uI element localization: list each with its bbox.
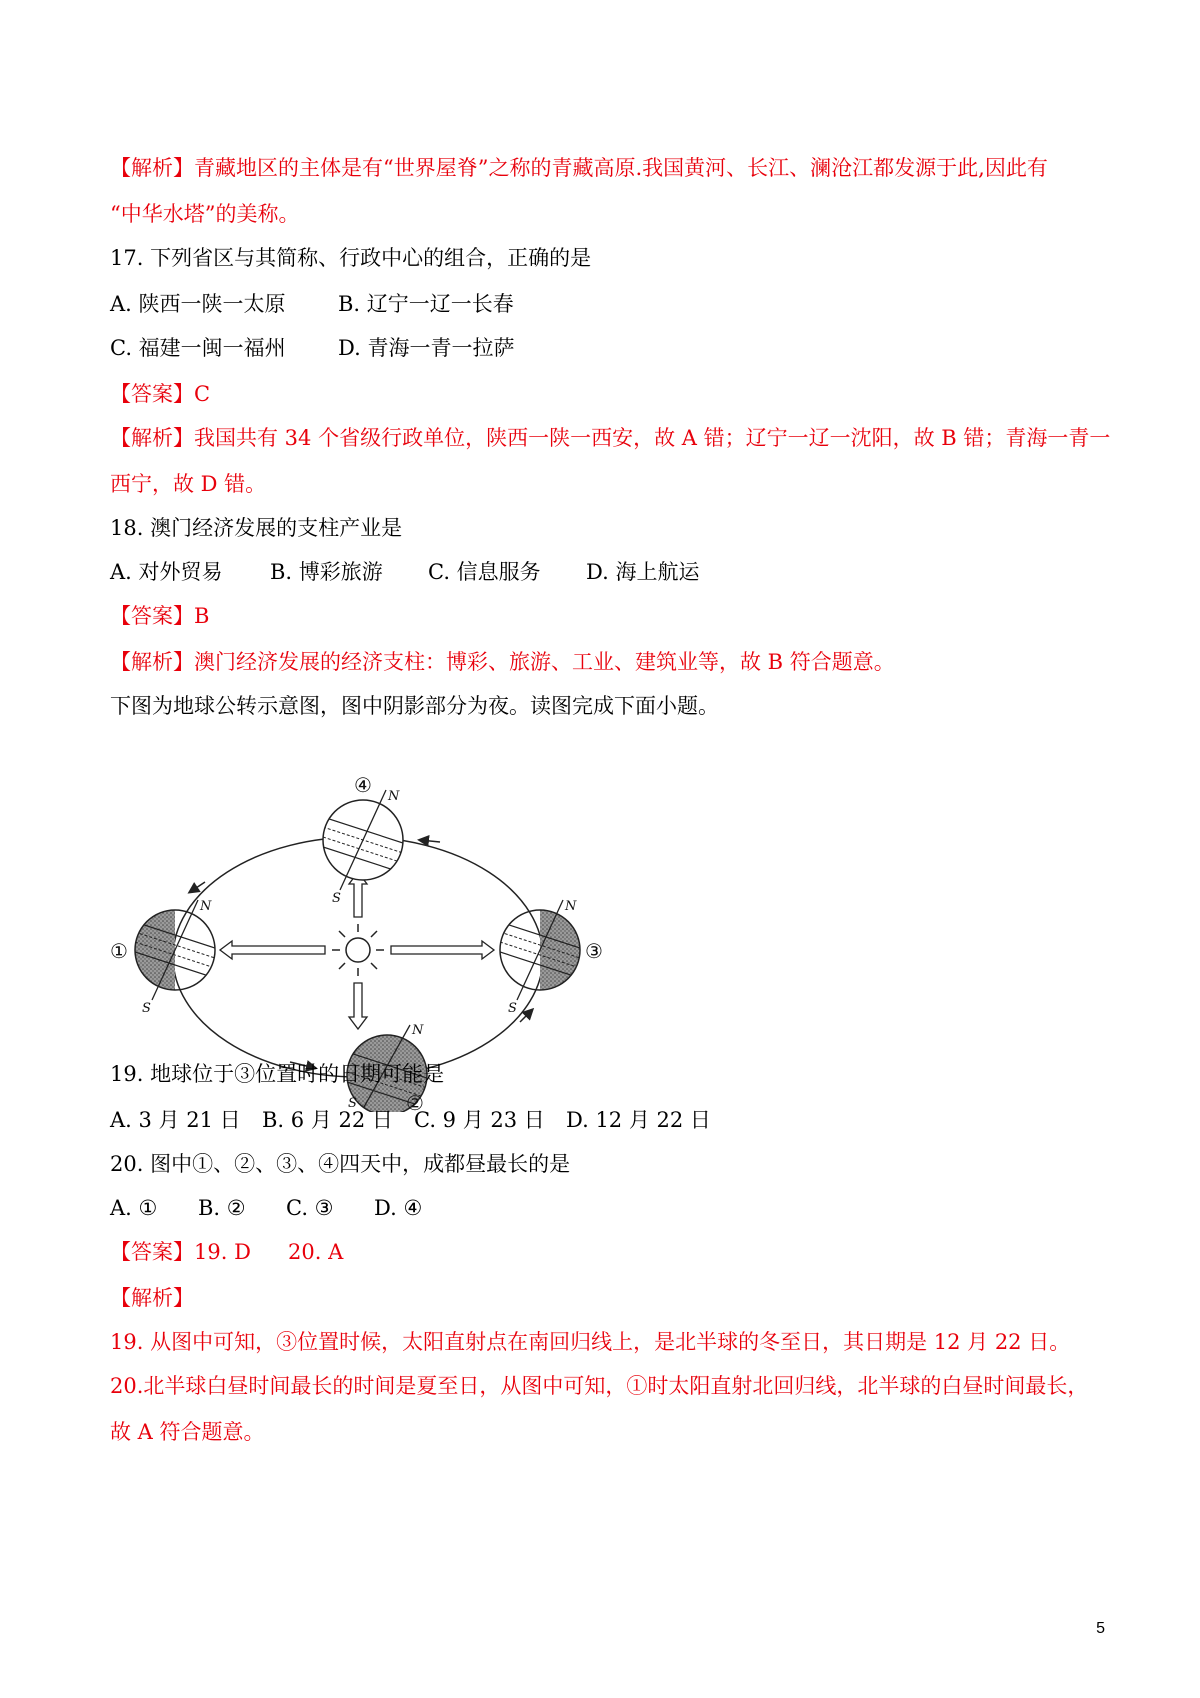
option-d: D. 12 月 22 日 [566,1108,711,1132]
question-19-options [110,1106,711,1134]
orbit-arrow-top [420,840,440,842]
question-20-stem: 20. 图中①、②、③、④四天中，成都昼最长的是 [110,1152,571,1176]
label-s: S [348,1096,357,1111]
earth-position-3 [500,900,580,1000]
analysis-16-line1 [110,154,1048,182]
question-18-answer [110,602,209,630]
label-position-3: ③ [585,939,603,963]
analysis-text: 我国共有 34 个省级行政单位，陕西一陕一西安，故 A 错；辽宁一辽一沈阳，故 B 错；青海一青一 [194,426,1111,450]
answer-value: C [194,382,211,406]
option-a: A. 对外贸易 [110,560,223,584]
answer-tag: 【答案】 [110,604,194,628]
answer-20: 20. A [288,1240,344,1264]
question-17-analysis-line2: 西宁，故 D 错。 [110,472,267,496]
label-n: N [200,899,212,914]
answer-tag: 【答案】 [110,1240,194,1264]
label-s: S [142,1001,151,1016]
option-d: D. 青海一青一拉萨 [338,336,515,360]
label-position-1: ① [110,939,128,963]
earth-position-4 [323,790,403,890]
label-position-4: ④ [354,773,372,797]
answer-19: 19. D [194,1240,251,1264]
earth-position-1 [135,900,215,1000]
question-19-stem: 19. 地球位于③位置时的日期可能是 [110,1062,445,1086]
label-s: S [508,1001,517,1016]
question-18-analysis [110,648,895,676]
analysis-text: 澳门经济发展的经济支柱：博彩、旅游、工业、建筑业等，故 B 符合题意。 [194,650,895,674]
analysis-19-20-tag: 【解析】 [110,1286,194,1310]
question-18-stem: 18. 澳门经济发展的支柱产业是 [110,516,403,540]
analysis-16-line2: “中华水塔”的美称。 [110,202,300,226]
option-b: B. 博彩旅游 [270,560,383,584]
label-n: N [388,789,400,804]
orbit-arrow-left [190,882,205,892]
option-b: B. 6 月 22 日 [262,1108,393,1132]
analysis-20-line1: 20.北半球白昼时间最长的时间是夏至日，从图中可知，①时太阳直射北回归线，北半球的白昼时间最长， [110,1374,1089,1398]
option-b: B. 辽宁一辽一长春 [338,292,514,316]
question-17-options-row1 [110,290,514,318]
option-d: D. 海上航运 [586,560,700,584]
label-position-2: ② [406,1091,424,1112]
answer-tag: 【答案】 [110,382,194,406]
option-a: A. 3 月 21 日 [110,1108,241,1132]
option-c: C. 信息服务 [428,560,541,584]
sun-icon [332,924,384,976]
option-c: C. ③ [286,1196,334,1220]
option-a: A. 陕西一陕一太原 [110,292,286,316]
option-d: D. ④ [374,1196,423,1220]
question-17-stem: 17. 下列省区与其简称、行政中心的组合，正确的是 [110,246,592,270]
answers-19-20 [110,1238,343,1266]
label-n: N [412,1023,424,1038]
analysis-tag: 【解析】 [110,156,194,180]
analysis-text: 青藏地区的主体是有“世界屋脊”之称的青藏高原.我国黄河、长江、澜沧江都发源于此,因此有 [194,156,1048,180]
option-b: B. ② [198,1196,246,1220]
page-number: 5 [1096,1620,1105,1637]
question-17-analysis-line1 [110,424,1110,452]
analysis-20-line2: 故 A 符合题意。 [110,1420,265,1444]
question-17-answer [110,380,210,408]
question-20-options [110,1194,422,1222]
label-s: S [332,891,341,906]
analysis-tag: 【解析】 [110,426,194,450]
option-c: C. 9 月 23 日 [414,1108,545,1132]
answer-value: B [194,604,210,628]
question-17-options-row2 [110,334,514,362]
option-c: C. 福建一闽一福州 [110,336,286,360]
analysis-tag: 【解析】 [110,650,194,674]
label-n: N [565,899,577,914]
question-18-options [110,558,699,586]
option-a: A. ① [110,1196,158,1220]
figure-intro: 下图为地球公转示意图，图中阴影部分为夜。读图完成下面小题。 [110,694,719,718]
analysis-19: 19. 从图中可知，③位置时候，太阳直射点在南回归线上，是北半球的冬至日，其日期是 12 月 22 日。 [110,1330,1071,1354]
